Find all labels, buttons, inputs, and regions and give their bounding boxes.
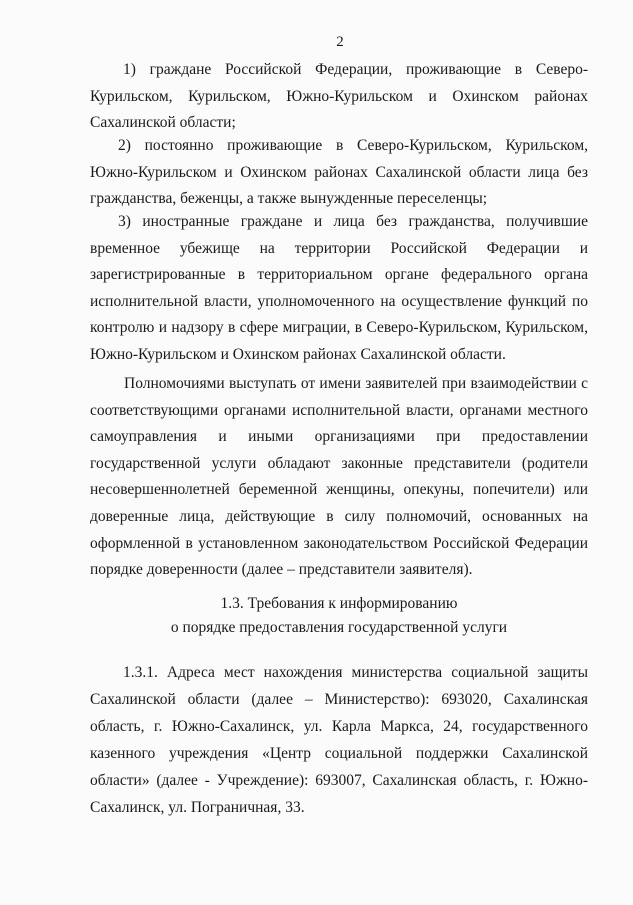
paragraph-representatives: Полномочиями выступать от имени заявителей при взаимодействии с соответствующими органами исполнительной власти, органами местного самоуправления и иными организациями при предоставлении государственной услуги обладают законные представители (родители несовершеннолетней беременной женщины, опекуны, попечители) или доверенные лица, действующие в силу полномочий, основанных на оформленной в установленном законодательством Российской Федерации порядке доверенности (далее – представители заявителя). xyxy=(90,375,588,579)
page-number: 2 xyxy=(336,34,344,50)
section-heading-line-2: о порядке предоставления государственной услуги xyxy=(170,619,508,636)
paragraph-item-3: 3) иностранные граждане и лица без гражданства, получившие временное убежище на территории Российской Федерации и зарегистрированные в территориальном органе федерального органа исполнительной власти, уполномоченного на осуществление функций по контролю и надзору в сфере миграции, в Северо-Курильском, Курильском, Южно-Курильском и Охинском районах Сахалинской области. xyxy=(90,213,588,363)
paragraph-item-2: 2) постоянно проживающие в Северо-Курильском, Курильском, Южно-Курильском и Охинском районах Сахалинской области лица без гражданства, беженцы, а также вынужденные переселенцы; xyxy=(90,137,588,208)
section-heading-line-1: 1.3. Требования к информированию xyxy=(220,595,458,612)
paragraph-addresses: 1.3.1. Адреса мест нахождения министерства социальной защиты Сахалинской области (далее – Министерство): 693020, Сахалинская область, г. Южно-Сахалинск, ул. Карла Маркса, 24, государственного казенного учреждения «Центр социальной поддержки Сахалинской области» (далее - Учреждение): 693007, Сахалинская область, г. Южно-Сахалинск, ул. Пограничная, 33. xyxy=(90,664,588,816)
paragraph-item-1: 1) граждане Российской Федерации, проживающие в Северо-Курильском, Курильском, Южно-Курильском и Охинском районах Сахалинской области; xyxy=(90,61,588,132)
